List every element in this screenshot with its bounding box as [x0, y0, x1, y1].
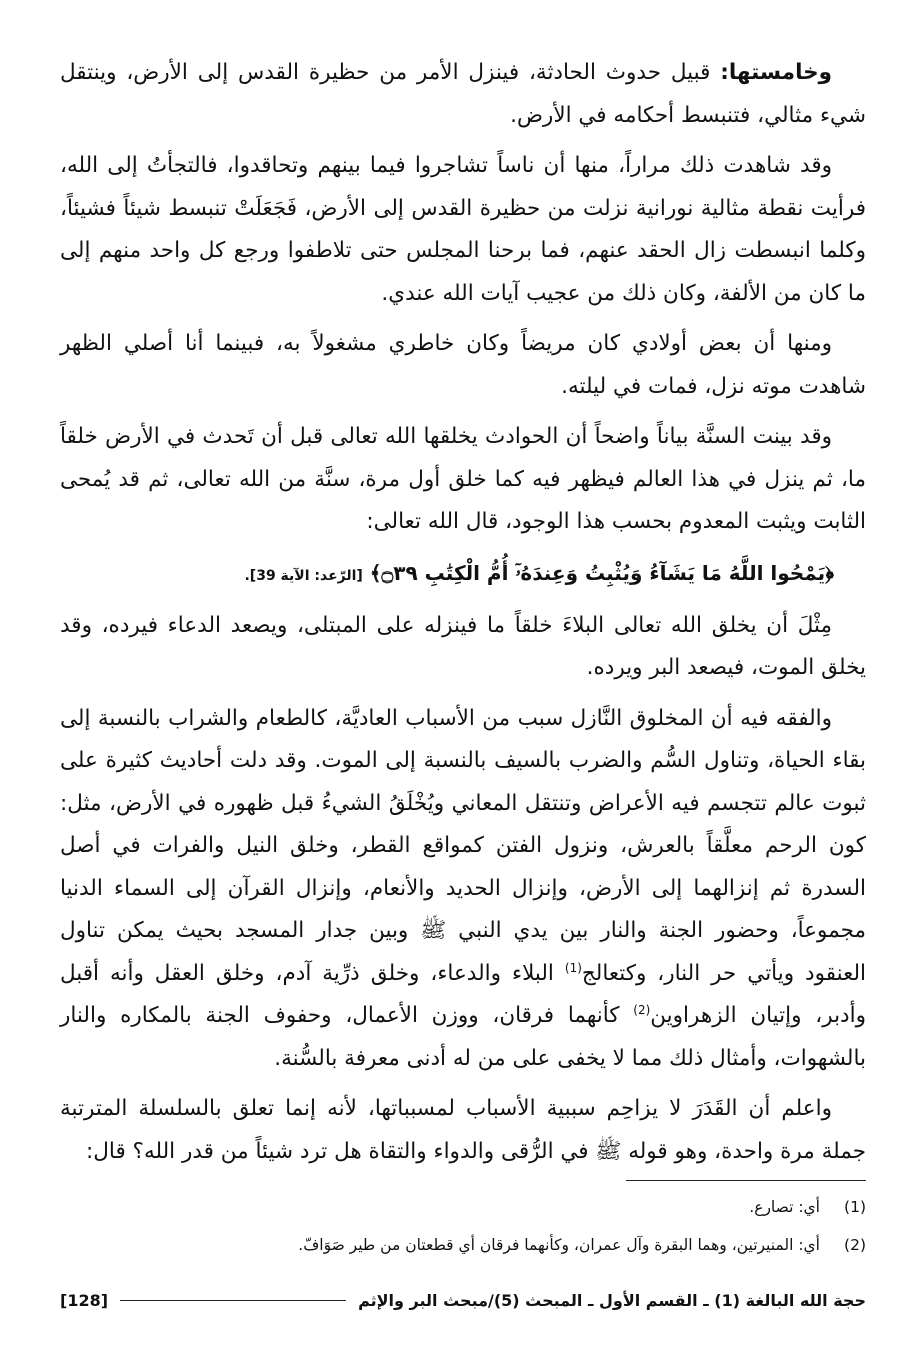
paragraph-text-end: كأنهما فرقان، ووزن الأعمال، وحفوف الجنة بالمكاره والنار بالشهوات، وأمثال ذلك مما لا يخفى على من له أدنى معرفة بالسُّنة. — [60, 1003, 866, 1071]
footnote-marker-2[interactable]: (2) — [633, 1002, 651, 1017]
paragraph-2 — [60, 145, 866, 315]
paragraph-text: والفقه فيه أن المخلوق النَّازل سبب من الأسباب العاديَّة، كالطعام والشراب بالنسبة إلى بقاء الحياة، وتناول السُّم والضرب بالسيف بالنسبة إلى الموت. وقد دلت أحاديث كثيرة على ثبوت عالم تتجسم فيه الأعراض وتنتقل المعاني ويُخْلَقُ الشيءُ قبل ظهوره في الأرض، مثل: كون الرحم معلَّقاً بالعرش، ونزول الفتن كمواقع القطر، وخلق النيل والفرات في أصل السدرة ثم إنزالهما إلى الأرض، وإنزال الحديد والأنعام، وإنزال القرآن إلى السماء الدنيا مجموعاً، وحضور الجنة والنار بين يدي النبي ﷺ وبين جدار المسجد بحيث يمكن تناول العنقود ويأتي حر النار، وكتعالج — [60, 705, 866, 986]
footer-rule — [120, 1300, 346, 1301]
footnote-divider — [626, 1180, 866, 1181]
paragraph-text: وقد شاهدت ذلك مراراً، منها أن ناساً تشاجروا فيما بينهم وتحاقدوا، فالتجأتُ إلى الله، فرأيت نقطة مثالية نورانية نزلت من حظيرة القدس إلى الأرض، فَجَعَلَتْ تنبسط شيئاً فشيئاً، وكلما انبسطت زال الحقد عنهم، فما برحنا المجلس حتى تلاطفوا ورجع كل واحد منهم إلى ما كان من الألفة، وكان ذلك من عجيب آيات الله عندي. — [60, 153, 866, 306]
paragraph-text: وقد بينت السنَّة بياناً واضحاً أن الحوادث يخلقها الله تعالى قبل أن تَحدث في الأرض خلقاً ما، ثم ينزل في هذا العالم فيظهر فيه كما خلق أول مرة، سنَّة من الله تعالى، ثم قد يُمحى الثابت ويثبت المعدوم بحسب هذا الوجود، قال الله تعالى: — [60, 424, 866, 534]
paragraph-3 — [60, 323, 866, 408]
page-number: [128] — [60, 1291, 109, 1310]
paragraph-text-cont: البلاء والدعاء، وخلق ذرِّية آدم، وخلق العقل وأنه أقبل وأدبر، وإتيان الزهراوين — [60, 960, 866, 1028]
footnote-text: أي: المنيرتين، وهما البقرة وآل عمران، وكأنهما فرقان أي قطعتان من طير صَوَافّ. — [298, 1236, 820, 1254]
running-title: حجة الله البالغة (1) ـ القسم الأول ـ المبحث (5)/مبحث البر والإثم — [358, 1291, 866, 1310]
quran-verse: ﴿يَمْحُوا اللَّهُ مَا يَشَآءُ وَيُثْبِتُ وَعِندَهُۥٓ أُمُّ الْكِتَٰبِ ۝٣٩﴾ — [369, 560, 834, 585]
footnote-1 — [60, 1188, 866, 1226]
page-footer — [60, 1291, 866, 1310]
paragraph-5 — [60, 605, 866, 690]
paragraph-text: قبيل حدوث الحادثة، فينزل الأمر من حظيرة القدس إلى الأرض، وينتقل شيء مثالي، فتنبسط أحكامه في الأرض. — [60, 60, 866, 128]
footnote-marker-1[interactable]: (1) — [564, 960, 582, 975]
paragraph-6 — [60, 698, 866, 1081]
quran-verse-block — [60, 552, 866, 597]
paragraph-4 — [60, 416, 866, 544]
paragraph-text: مِثْلَ أن يخلق الله تعالى البلاءَ خلقاً ما فينزله على المبتلى، ويصعد الدعاء فيرده، وقد يخلق الموت، فيصعد البر ويرده. — [60, 612, 866, 680]
paragraph-text: ومنها أن بعض أولادي كان مريضاً وكان خاطري مشغولاً به، فبينما أنا أصلي الظهر شاهدت موته نزل، فمات في ليلته. — [60, 331, 866, 399]
footnote-text: أي: تصارع. — [749, 1198, 820, 1216]
footnotes — [60, 1188, 866, 1264]
footnote-2 — [60, 1226, 866, 1264]
paragraph-text: واعلم أن القَدَرَ لا يزاحِم سببية الأسباب لمسبباتها، لأنه إنما تعلق بالسلسلة المترتبة جملة مرة واحدة، وهو قوله ﷺ في الرُّقى والدواء والتقاة هل ترد شيئاً من قدر الله؟ قال: — [60, 1096, 866, 1164]
footnote-number: (1) — [844, 1198, 866, 1216]
paragraph-7 — [60, 1088, 866, 1173]
paragraph-lead: وخامستها: — [720, 60, 832, 85]
main-text — [60, 52, 866, 1173]
footnote-number: (2) — [844, 1236, 866, 1254]
verse-reference: [الرّعد: الآية 39]. — [244, 567, 363, 584]
paragraph-1 — [60, 52, 866, 137]
